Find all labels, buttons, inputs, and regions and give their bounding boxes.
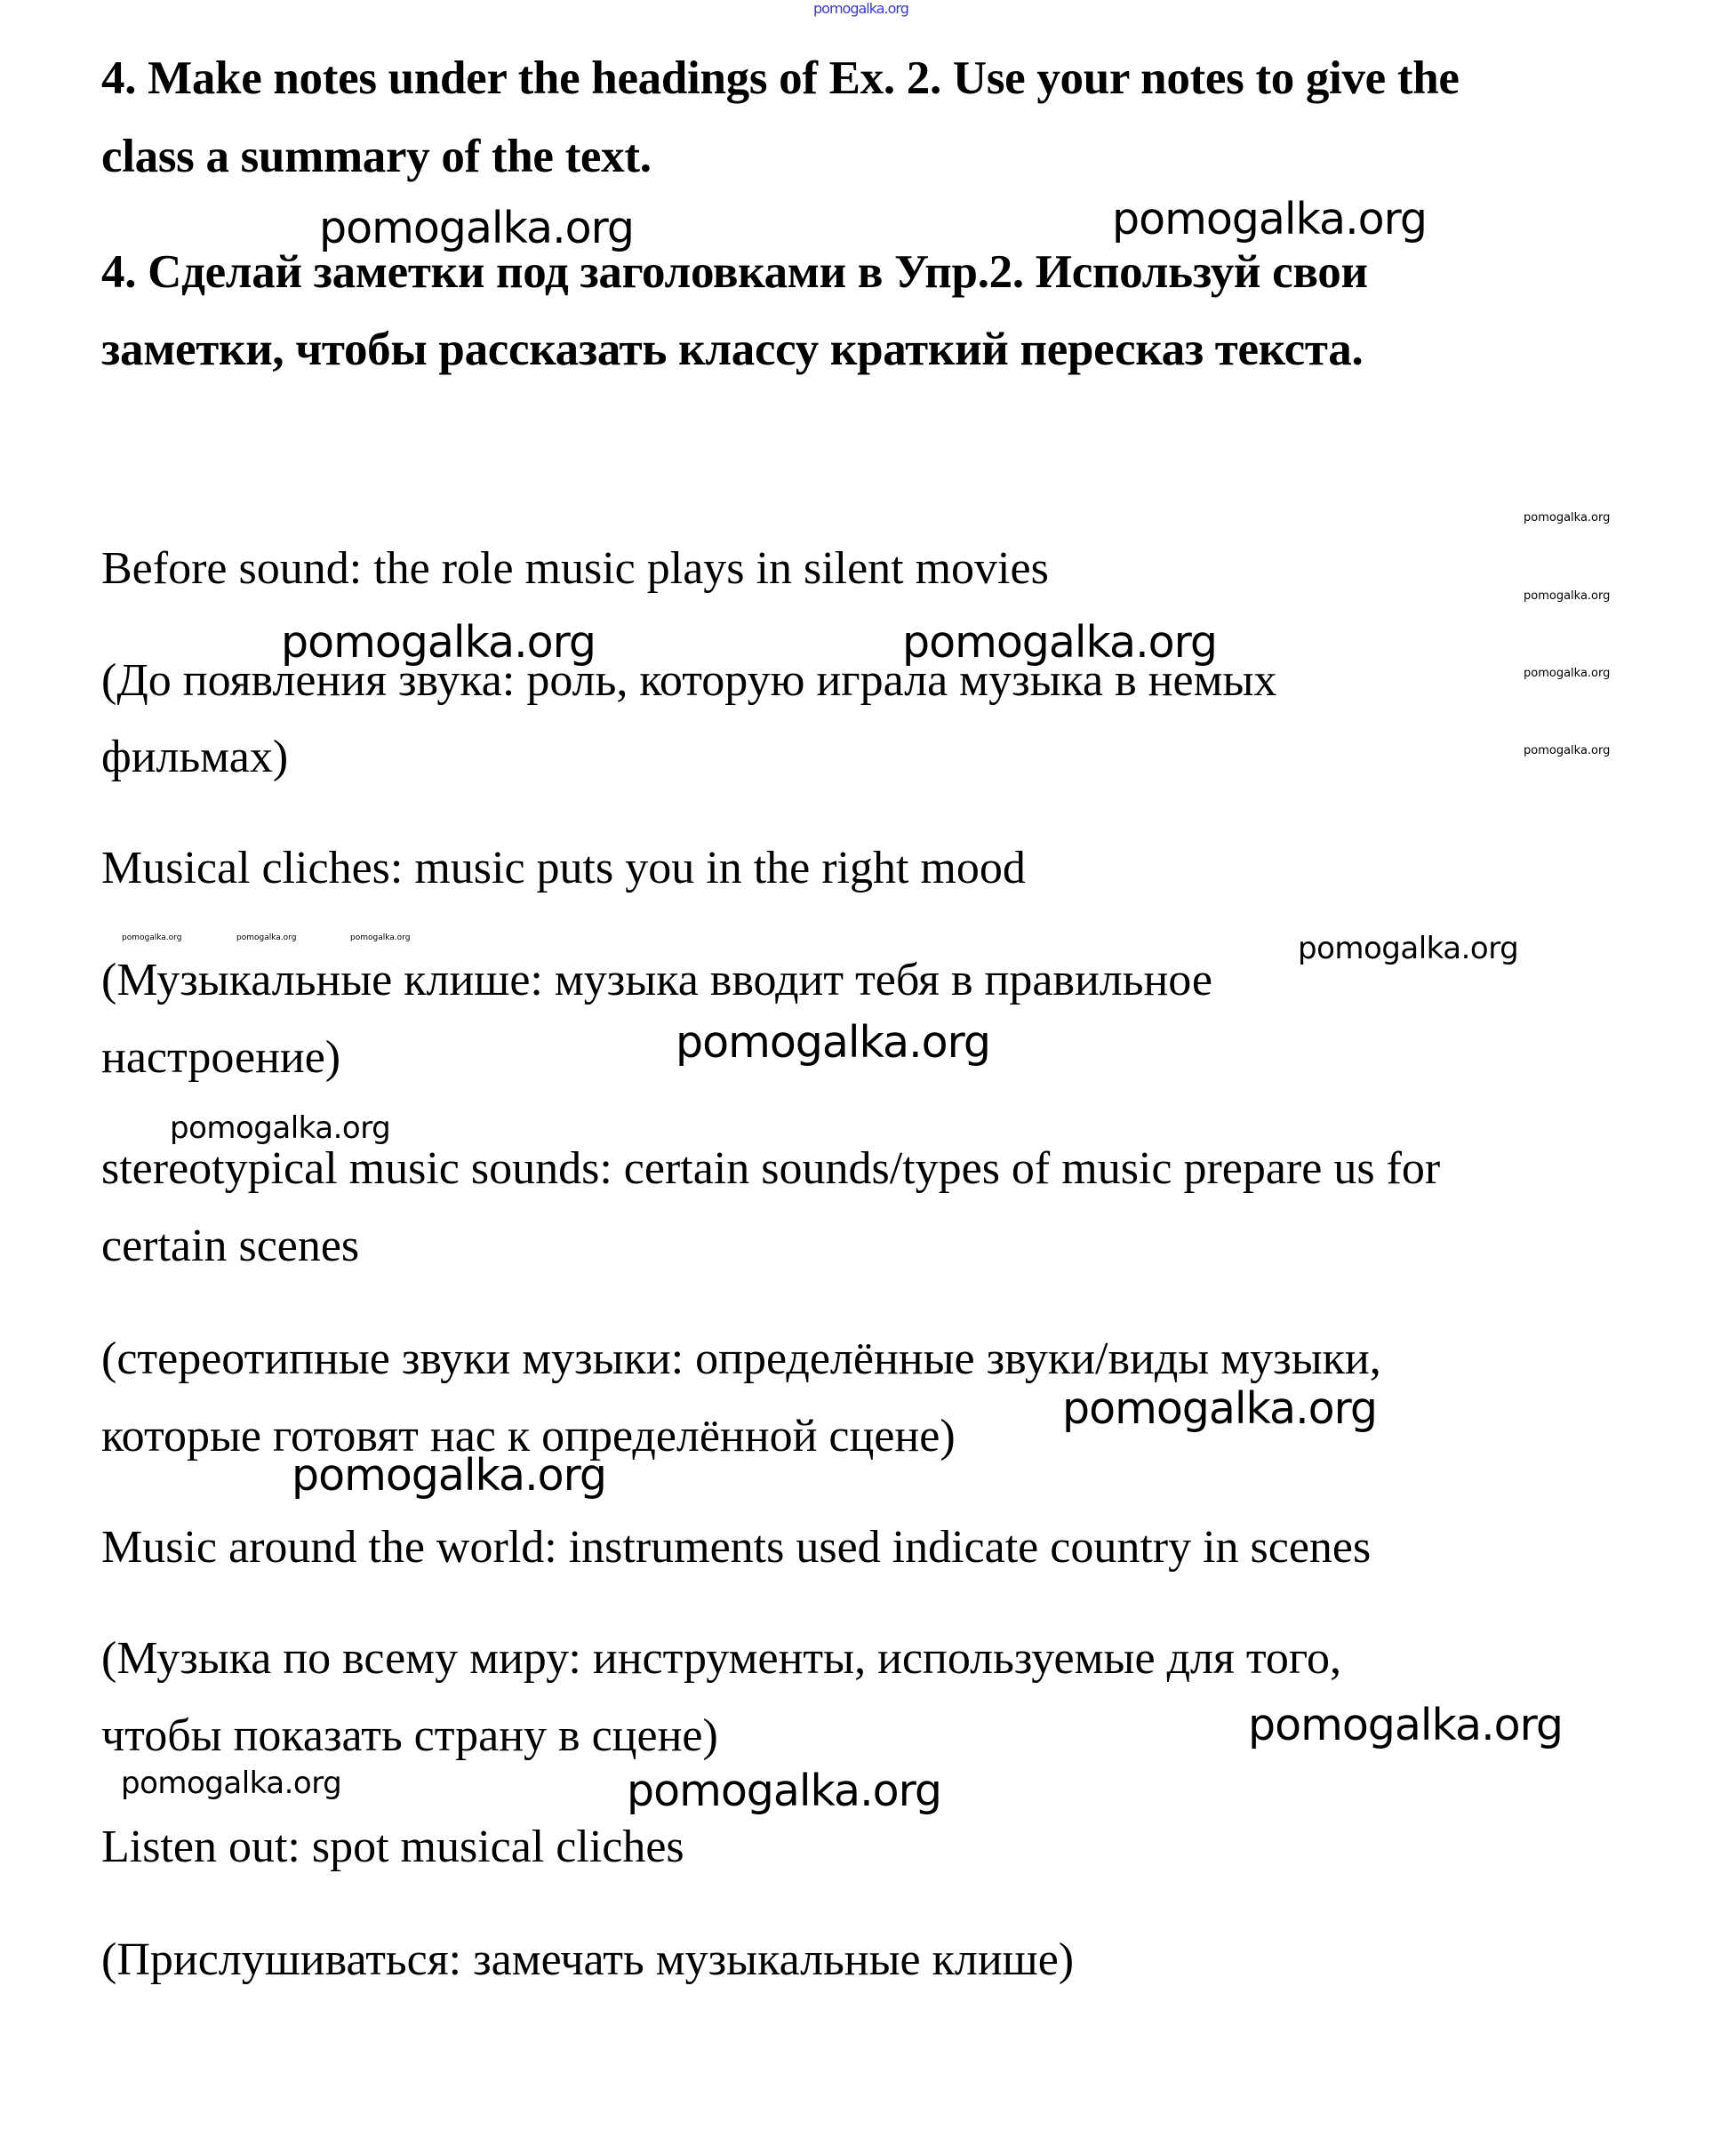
watermark: pomogalka.org <box>1062 1383 1378 1434</box>
watermark: pomogalka.org <box>1524 589 1611 603</box>
note-ru: фильмах) <box>101 732 289 782</box>
note-en: Listen out: spot musical cliches <box>101 1822 684 1872</box>
watermark: pomogalka.org <box>1524 667 1611 680</box>
note-ru: (стереотипные звуки музыки: определённые звуки/виды музыки, <box>101 1333 1381 1384</box>
watermark: pomogalka.org <box>292 1450 607 1501</box>
note-ru: (Прислушиваться: замечать музыкальные клише) <box>101 1934 1075 1985</box>
task-heading-ru-line2: заметки, чтобы рассказать классу краткий пересказ текста. <box>101 324 1364 375</box>
watermark: pomogalka.org <box>902 617 1218 668</box>
watermark: pomogalka.org <box>236 933 297 942</box>
note-ru: которые готовят нас к определённой сцене) <box>101 1411 956 1461</box>
watermark: pomogalka.org <box>1112 194 1428 244</box>
note-ru: чтобы показать страну в сцене) <box>101 1710 718 1761</box>
note-ru: (Музыка по всему миру: инструменты, используемые для того, <box>101 1633 1341 1684</box>
watermark: pomogalka.org <box>281 617 596 668</box>
watermark: pomogalka.org <box>1524 744 1611 757</box>
watermark: pomogalka.org <box>676 1017 991 1068</box>
watermark: pomogalka.org <box>1248 1700 1564 1750</box>
task-heading-ru-line1: 4. Сделай заметки под заголовками в Упр.2. Используй свои <box>101 246 1368 298</box>
note-en: Before sound: the role music plays in silent movies <box>101 543 1049 594</box>
task-heading-en-line2: class a summary of the text. <box>101 131 652 182</box>
watermark: pomogalka.org <box>627 1766 942 1816</box>
watermark: pomogalka.org <box>813 0 908 17</box>
note-en: certain scenes <box>101 1221 360 1271</box>
note-ru: (До появления звука: роль, которую играла музыка в немых <box>101 655 1277 706</box>
watermark: pomogalka.org <box>319 203 635 253</box>
note-en: stereotypical music sounds: certain sounds/types of music prepare us for <box>101 1143 1441 1194</box>
watermark: pomogalka.org <box>1298 931 1519 966</box>
watermark: pomogalka.org <box>122 933 182 942</box>
note-ru: настроение) <box>101 1032 341 1083</box>
note-en: Musical cliches: music puts you in the right mood <box>101 843 1026 893</box>
watermark: pomogalka.org <box>350 933 411 942</box>
note-ru: (Музыкальные клише: музыка вводит тебя в правильное <box>101 955 1213 1005</box>
watermark: pomogalka.org <box>170 1110 391 1146</box>
note-en: Music around the world: instruments used indicate country in scenes <box>101 1522 1372 1573</box>
watermark: pomogalka.org <box>121 1766 342 1801</box>
watermark: pomogalka.org <box>1524 511 1611 524</box>
task-heading-en-line1: 4. Make notes under the headings of Ex. 2. Use your notes to give the <box>101 52 1460 104</box>
